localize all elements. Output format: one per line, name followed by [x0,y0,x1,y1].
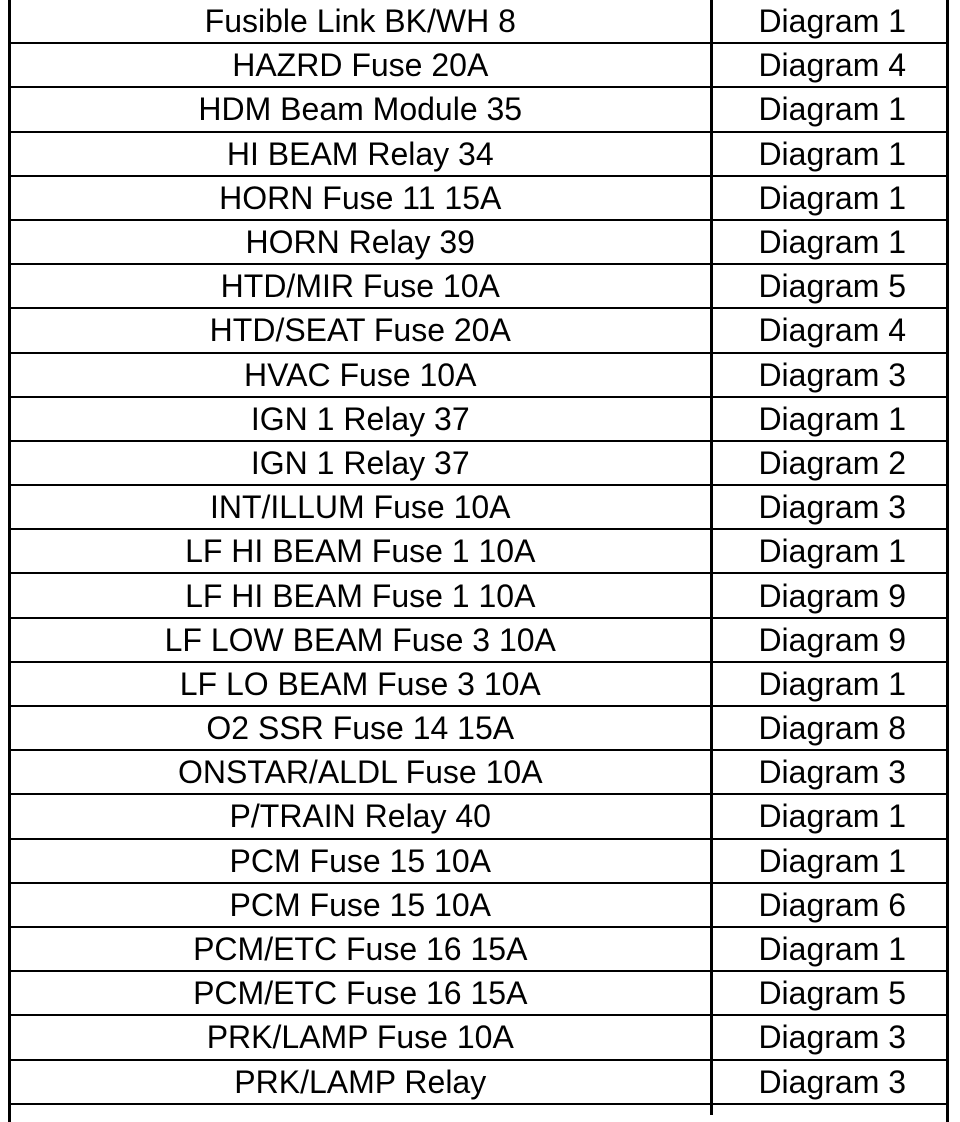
diagram-reference-cell: Diagram 3 [711,1015,946,1059]
table-row [11,1060,946,1104]
component-name-cell: LF HI BEAM Fuse 1 10A [11,529,711,573]
table-row [11,971,946,1015]
component-diagram-table [11,0,946,1115]
table-body [11,0,946,1115]
diagram-reference-cell: Diagram 3 [711,353,946,397]
table-row [11,0,946,43]
diagram-reference-cell: Diagram 5 [711,264,946,308]
table-row-continuation [11,1104,946,1115]
table-row [11,353,946,397]
table-row [11,441,946,485]
component-name-cell: PRK/LAMP Relay [11,1060,711,1104]
table-row [11,220,946,264]
diagram-reference-cell: Diagram 4 [711,308,946,352]
empty-cell [711,1104,946,1115]
component-name-cell: HORN Fuse 11 15A [11,176,711,220]
component-name-cell: LF HI BEAM Fuse 1 10A [11,573,711,617]
table-row [11,485,946,529]
diagram-reference-cell: Diagram 1 [711,794,946,838]
table-row [11,1015,946,1059]
component-name-cell: LF LO BEAM Fuse 3 10A [11,662,711,706]
diagram-reference-cell: Diagram 1 [711,220,946,264]
component-name-cell: ONSTAR/ALDL Fuse 10A [11,750,711,794]
diagram-reference-cell: Diagram 1 [711,0,946,43]
table-row [11,883,946,927]
table-row [11,87,946,131]
table-row [11,573,946,617]
diagram-reference-cell: Diagram 9 [711,573,946,617]
diagram-reference-cell: Diagram 3 [711,750,946,794]
diagram-reference-cell: Diagram 1 [711,397,946,441]
component-name-cell: O2 SSR Fuse 14 15A [11,706,711,750]
component-name-cell: PCM/ETC Fuse 16 15A [11,971,711,1015]
diagram-reference-cell: Diagram 5 [711,971,946,1015]
component-name-cell: HDM Beam Module 35 [11,87,711,131]
component-name-cell: HTD/MIR Fuse 10A [11,264,711,308]
table-row [11,132,946,176]
component-name-cell: IGN 1 Relay 37 [11,441,711,485]
component-name-cell: PCM/ETC Fuse 16 15A [11,927,711,971]
table-row [11,706,946,750]
component-name-cell: IGN 1 Relay 37 [11,397,711,441]
table-row [11,264,946,308]
table-row [11,750,946,794]
component-name-cell: INT/ILLUM Fuse 10A [11,485,711,529]
component-name-cell: PRK/LAMP Fuse 10A [11,1015,711,1059]
component-name-cell: HAZRD Fuse 20A [11,43,711,87]
table-row [11,927,946,971]
table-row [11,308,946,352]
component-table-frame [8,0,949,1122]
diagram-reference-cell: Diagram 1 [711,176,946,220]
component-name-cell: HVAC Fuse 10A [11,353,711,397]
diagram-reference-cell: Diagram 3 [711,1060,946,1104]
table-row [11,43,946,87]
table-row [11,794,946,838]
component-name-cell: LF LOW BEAM Fuse 3 10A [11,618,711,662]
table-row [11,397,946,441]
component-name-cell: PCM Fuse 15 10A [11,883,711,927]
diagram-reference-cell: Diagram 6 [711,883,946,927]
component-name-cell: HI BEAM Relay 34 [11,132,711,176]
table-row [11,529,946,573]
diagram-reference-cell: Diagram 1 [711,662,946,706]
diagram-reference-cell: Diagram 1 [711,927,946,971]
diagram-reference-cell: Diagram 9 [711,618,946,662]
diagram-reference-cell: Diagram 3 [711,485,946,529]
table-row [11,839,946,883]
component-name-cell: P/TRAIN Relay 40 [11,794,711,838]
diagram-reference-cell: Diagram 1 [711,132,946,176]
diagram-reference-cell: Diagram 1 [711,839,946,883]
diagram-reference-cell: Diagram 1 [711,87,946,131]
empty-cell [11,1104,711,1115]
table-row [11,176,946,220]
diagram-reference-cell: Diagram 8 [711,706,946,750]
table-row [11,662,946,706]
diagram-reference-cell: Diagram 2 [711,441,946,485]
table-row [11,618,946,662]
diagram-reference-cell: Diagram 1 [711,529,946,573]
component-name-cell: HORN Relay 39 [11,220,711,264]
component-name-cell: Fusible Link BK/WH 8 [11,0,711,43]
diagram-reference-cell: Diagram 4 [711,43,946,87]
component-name-cell: HTD/SEAT Fuse 20A [11,308,711,352]
component-name-cell: PCM Fuse 15 10A [11,839,711,883]
